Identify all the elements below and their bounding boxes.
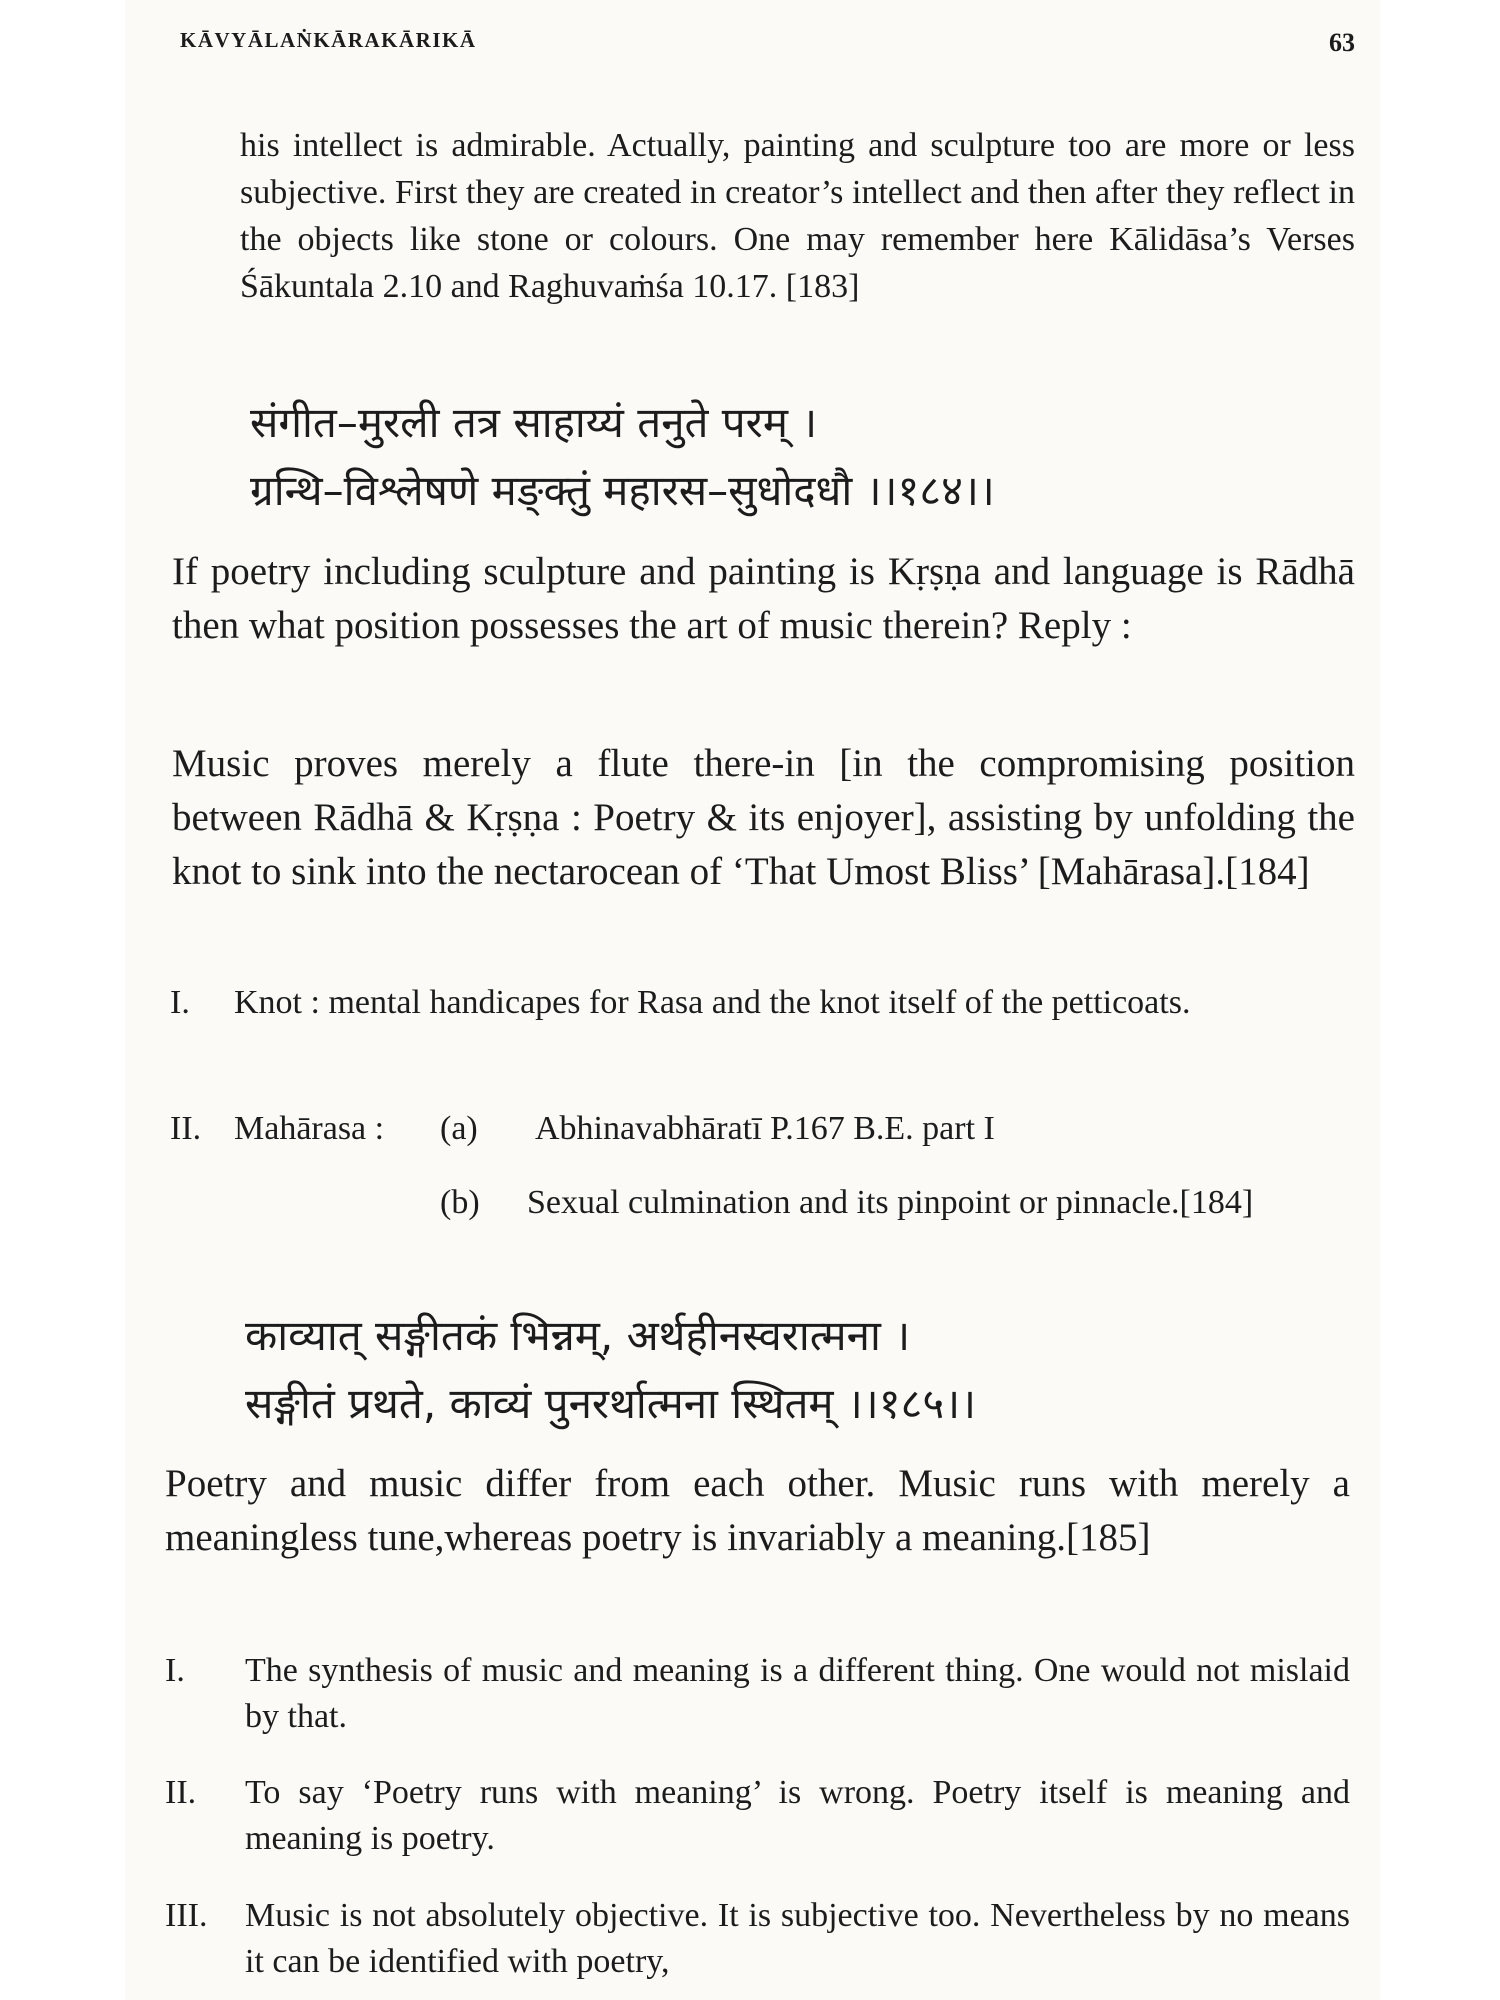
- paragraph-184: Music proves merely a flute there-in [in the compromising position between Rādhā & Kṛṣṇa : Poetry & its enjoyer], assisting by unfolding the knot to sink into the nectarocean of ‘That Umost Bliss’ [Mahārasa].[184]: [172, 742, 1355, 893]
- note-text: To say ‘Poetry runs with meaning’ is wrong. Poetry itself is meaning and meaning is poetry.: [245, 1774, 1350, 1857]
- verse-185-line-2: सङ्गीतं प्रथते, काव्यं पुनरर्थात्मना स्थितम् ।।१८५।।: [245, 1379, 977, 1428]
- note-text: Knot : mental handicapes for Rasa and the knot itself of the petticoats.: [234, 984, 1191, 1021]
- note-184-2-label: Mahārasa :: [234, 1110, 385, 1147]
- running-title: KĀVYĀLAṄKĀRAKĀRIKĀ: [180, 28, 477, 52]
- note-number: II.: [165, 1774, 197, 1811]
- note-text: The synthesis of music and meaning is a different thing. One would not mislaid by that.: [245, 1652, 1350, 1735]
- page-header: [180, 22, 1355, 62]
- note-184-2b-text: Sexual culmination and its pinpoint or pinnacle.[184]: [527, 1184, 1254, 1221]
- verse-184-line-1: संगीत–मुरली तत्र साहाय्यं तनुते परम् ।: [250, 398, 818, 447]
- paragraph-question: If poetry including sculpture and painting is Kṛṣṇa and language is Rādhā then what position possesses the art of music therein? Reply :: [172, 550, 1355, 647]
- note-185-3: [165, 1893, 1350, 1985]
- note-text: Music is not absolutely objective. It is subjective too. Nevertheless by no means it can be identified with poetry,: [245, 1897, 1350, 1980]
- verse-184-line-2: ग्रन्थि–विश्लेषणे मङ्क्तुं महारस–सुधोदधौ ।।१८४।।: [250, 466, 995, 515]
- page-number: 63: [1329, 28, 1355, 57]
- paragraph-183: his intellect is admirable. Actually, painting and sculpture too are more or less subjective. First they are created in creator’s intellect and then after they reflect in the objects like stone or colours. One may remember here Kālidāsa’s Verses Śākuntala 2.10 and Raghuvaṁśa 10.17. [183]: [240, 127, 1355, 305]
- note-number: I.: [165, 1652, 185, 1689]
- note-185-1: [165, 1648, 1350, 1740]
- verse-185-line-1: काव्यात् सङ्गीतकं भिन्नम्, अर्थहीनस्वरात्मना ।: [245, 1311, 911, 1360]
- note-number: III.: [165, 1897, 208, 1934]
- note-184-2a-text: Abhinavabhāratī P.167 B.E. part I: [535, 1110, 995, 1147]
- note-184-2a-mark: (a): [440, 1110, 478, 1147]
- paragraph-185: Poetry and music differ from each other. Music runs with merely a meaningless tune,whereas poetry is invariably a meaning.[185]: [165, 1462, 1350, 1559]
- note-number: I.: [170, 984, 190, 1021]
- note-185-2: [165, 1770, 1350, 1862]
- note-184-2b-mark: (b): [440, 1184, 480, 1221]
- note-184-1: [170, 980, 1355, 1072]
- note-184-2-number: II.: [170, 1110, 202, 1147]
